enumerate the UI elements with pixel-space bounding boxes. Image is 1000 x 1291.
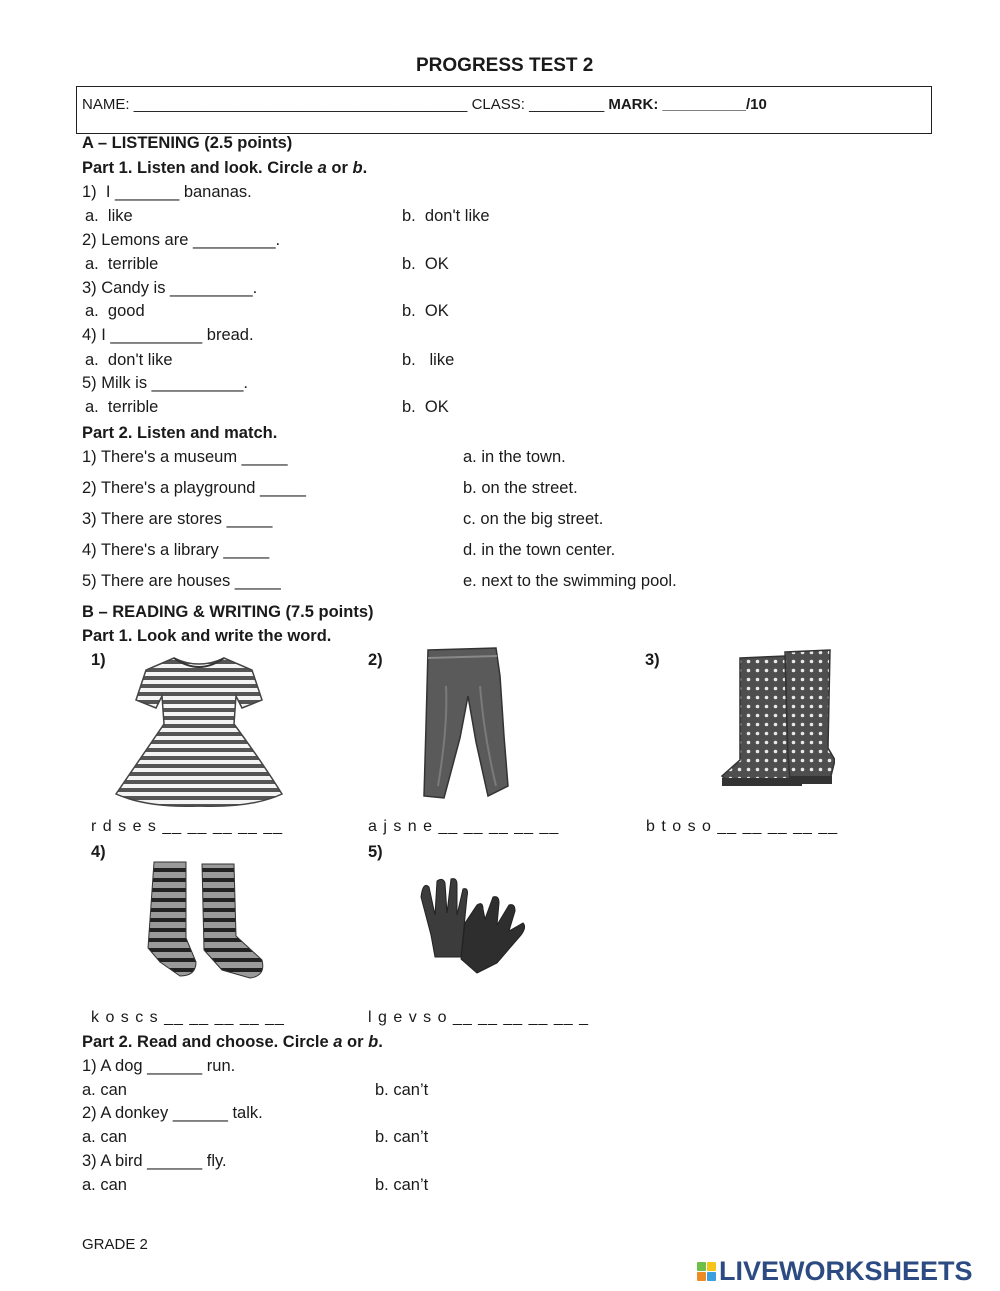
name-label: NAME: [82, 96, 134, 113]
item-number: 2) [368, 651, 383, 669]
part2-heading-pre: Part 2. Read and choose. Circle [82, 1033, 334, 1051]
option-b[interactable]: b. OK [402, 398, 449, 416]
scramble-word[interactable]: l g e v s o __ __ __ __ __ _ [368, 1009, 590, 1026]
part2-heading: Part 2. Listen and match. [82, 424, 278, 442]
listening-question-stem: 3) Candy is _________. [82, 279, 258, 297]
mark-field[interactable]: __________/10 [662, 96, 767, 113]
reading-question-stem: 3) A bird ______ fly. [82, 1152, 227, 1170]
part2-read-heading [82, 1033, 383, 1052]
listening-question-stem: 5) Milk is __________. [82, 374, 249, 392]
dress-picture [112, 652, 287, 812]
name-field[interactable]: ________________________________________ [133, 96, 468, 113]
item-number: 3) [645, 651, 660, 669]
scramble-word[interactable]: b t o s o __ __ __ __ __ [646, 818, 839, 835]
option-a[interactable]: a. like [85, 207, 133, 225]
mark-label: MARK: [608, 96, 663, 113]
listening-question-stem: 1) I _______ bananas. [82, 183, 252, 201]
grade-label: GRADE 2 [82, 1236, 148, 1253]
part2-heading-b: b [368, 1033, 379, 1051]
reading-question-stem: 2) A donkey ______ talk. [82, 1104, 263, 1122]
option-a[interactable]: a. terrible [85, 255, 159, 273]
section-a-heading: A – LISTENING (2.5 points) [82, 134, 293, 152]
option-a[interactable]: a. can [82, 1176, 127, 1194]
socks-picture [140, 858, 270, 983]
scramble-word[interactable]: k o s c s __ __ __ __ __ [91, 1009, 285, 1026]
section-b-heading: B – READING & WRITING (7.5 points) [82, 603, 374, 621]
part1-heading-or: or [326, 159, 353, 177]
match-right-item[interactable]: c. on the big street. [463, 510, 604, 528]
option-b[interactable]: b. OK [402, 255, 449, 273]
gloves-icon [415, 875, 525, 985]
option-b[interactable]: b. don't like [402, 207, 490, 225]
part1-write-heading: Part 1. Look and write the word. [82, 627, 332, 645]
jeans-picture [418, 646, 513, 800]
match-left-item[interactable]: 3) There are stores _____ [82, 510, 273, 528]
option-a[interactable]: a. terrible [85, 398, 159, 416]
page-title: PROGRESS TEST 2 [416, 55, 594, 76]
logo-blocks-icon [697, 1262, 716, 1281]
match-right-item[interactable]: b. on the street. [463, 479, 578, 497]
item-number: 1) [91, 651, 106, 669]
socks-icon [140, 858, 270, 983]
jeans-icon [418, 646, 513, 800]
logo-text: LIVEWORKSHEETS [719, 1256, 973, 1286]
boots-picture [690, 648, 835, 793]
option-b[interactable]: b. can’t [375, 1176, 429, 1194]
match-right-item[interactable]: a. in the town. [463, 448, 566, 466]
listening-question-stem: 4) I __________ bread. [82, 326, 254, 344]
match-right-item[interactable]: e. next to the swimming pool. [463, 572, 677, 590]
option-b[interactable]: b. OK [402, 302, 449, 320]
class-field[interactable]: _________ [529, 96, 605, 113]
item-number: 4) [91, 843, 106, 861]
gloves-picture [415, 875, 525, 985]
match-left-item[interactable]: 1) There's a museum _____ [82, 448, 288, 466]
scramble-word[interactable]: r d s e s __ __ __ __ __ [91, 818, 284, 835]
part2-heading-or: or [342, 1033, 369, 1051]
option-a[interactable]: a. can [82, 1128, 127, 1146]
option-a[interactable]: a. don't like [85, 351, 173, 369]
item-number: 5) [368, 843, 383, 861]
option-a[interactable]: a. can [82, 1081, 127, 1099]
match-left-item[interactable]: 2) There's a playground _____ [82, 479, 306, 497]
name-row [82, 96, 767, 113]
class-label: CLASS: [471, 96, 530, 113]
part1-heading [82, 159, 367, 178]
option-b[interactable]: b. like [402, 351, 455, 369]
match-right-item[interactable]: d. in the town center. [463, 541, 616, 559]
boots-icon [690, 648, 835, 793]
part2-heading-a: a [333, 1033, 343, 1051]
option-b[interactable]: b. can’t [375, 1128, 429, 1146]
part1-heading-end: . [362, 159, 368, 177]
part1-heading-b: b [352, 159, 363, 177]
reading-question-stem: 1) A dog ______ run. [82, 1057, 236, 1075]
match-left-item[interactable]: 5) There are houses _____ [82, 572, 281, 590]
dress-icon [112, 652, 287, 812]
part2-heading-end: . [378, 1033, 383, 1051]
part1-heading-a: a [317, 159, 327, 177]
part1-heading-pre: Part 1. Listen and look. Circle [82, 159, 318, 177]
scramble-word[interactable]: a j s n e __ __ __ __ __ [368, 818, 560, 835]
match-left-item[interactable]: 4) There's a library _____ [82, 541, 270, 559]
option-a[interactable]: a. good [85, 302, 145, 320]
option-b[interactable]: b. can’t [375, 1081, 429, 1099]
listening-question-stem: 2) Lemons are _________. [82, 231, 281, 249]
liveworksheets-logo[interactable] [697, 1256, 973, 1287]
